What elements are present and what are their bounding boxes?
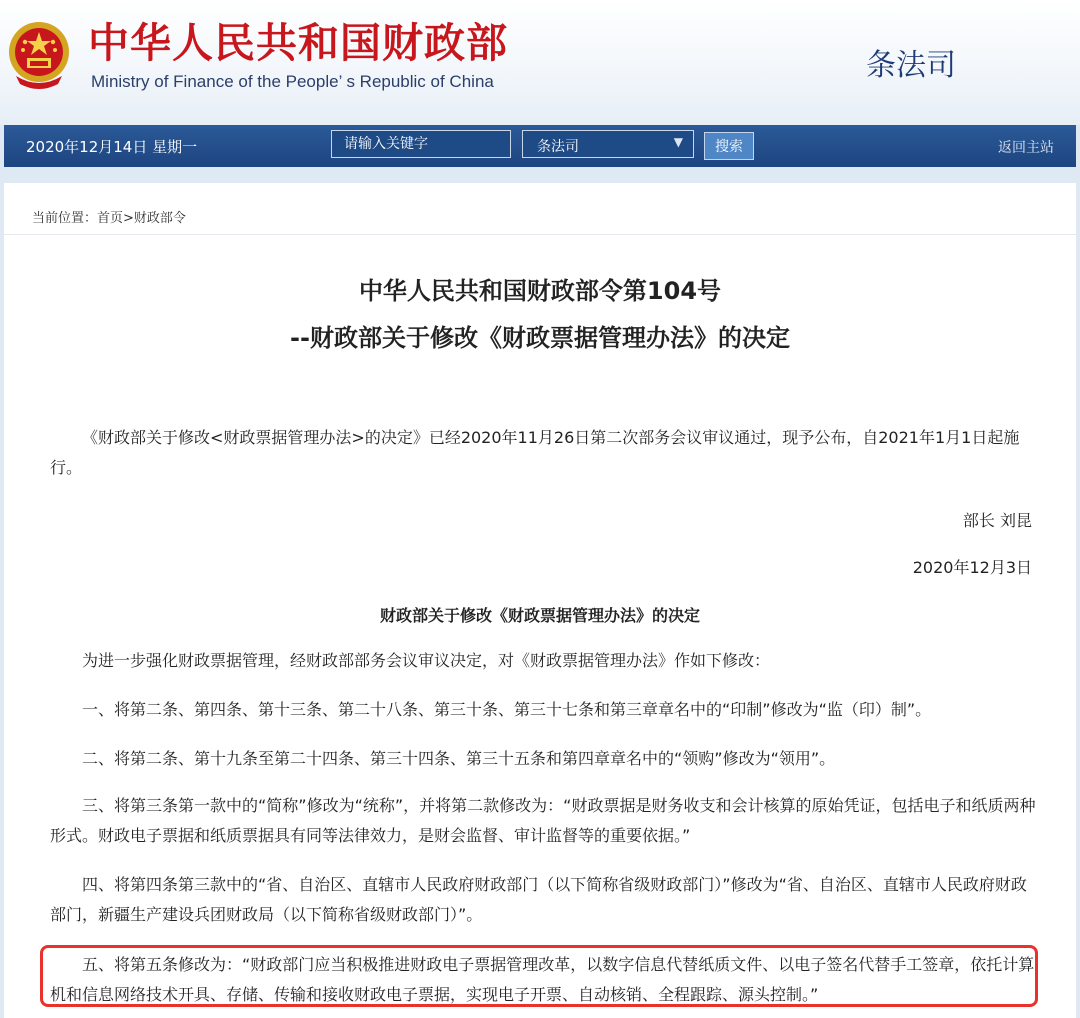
intro-paragraph: 《财政部关于修改<财政票据管理办法>的决定》已经2020年11月26日第二次部务会议审议通过，现予公布，自2021年1月1日起施行。 xyxy=(50,428,1020,477)
nav-bar xyxy=(4,125,1076,167)
amendment-item: 三、将第三条第一款中的“简称”修改为“统称”，并将第二款修改为：“财政票据是财务收支和会计核算的原始凭证，包括电子和纸质两种形式。财政电子票据和纸质票据具有同等法律效力，是财会监督、审计监督等的重要依据。” xyxy=(50,796,1036,845)
department-name: 条法司 xyxy=(866,48,956,83)
home-link[interactable]: 返回主站 xyxy=(998,140,1054,156)
amendment-item-highlighted: 五、将第五条修改为：“财政部门应当积极推进财政电子票据管理改革，以数字信息代替纸质文件、以电子签名代替手工签章，依托计算机和信息网络技术开具、存储、传输和接收财政电子票据，实现电子开票、自动核销、全程跟踪、源头控制。” xyxy=(50,955,1035,1004)
amendment-item: 一、将第二条、第四条、第十三条、第二十八条、第三十条、第三十七条和第三章章名中的“印制”修改为“监（印）制”。 xyxy=(82,700,932,719)
search-button[interactable]: 搜索 xyxy=(704,132,754,160)
department-select[interactable] xyxy=(522,130,694,158)
amendment-item: 四、将第四条第三款中的“省、自治区、直辖市人民政府财政部门（以下简称省级财政部门）”修改为“省、自治区、直辖市人民政府财政部门，新疆生产建设兵团财政局（以下简称省级财政部门）”。 xyxy=(50,875,1027,924)
content-panel xyxy=(4,183,1076,1018)
search-input[interactable] xyxy=(331,130,511,158)
department-select-value: 条法司 xyxy=(537,139,579,155)
amendment-item: 二、将第二条、第十九条至第二十四条、第三十四条、第三十五条和第四章章名中的“领购”修改为“领用”。 xyxy=(82,749,836,768)
sign-date: 2020年12月3日 xyxy=(912,558,1032,577)
section-title: 财政部关于修改《财政票据管理办法》的决定 xyxy=(379,606,700,625)
site-header xyxy=(0,0,1080,125)
breadcrumb-divider xyxy=(4,234,1076,235)
document-title: 中华人民共和国财政部令第104号 xyxy=(358,277,722,305)
current-date: 2020年12月14日 星期一 xyxy=(26,138,198,156)
highlight-box xyxy=(40,945,1038,1007)
site-title: 中华人民共和国财政部 xyxy=(88,19,508,67)
breadcrumb: 当前位置：首页>财政部令 xyxy=(32,211,186,226)
signature: 部长 刘昆 xyxy=(962,511,1032,530)
site-subtitle: Ministry of Finance of the People’ s Republic of China xyxy=(91,72,494,91)
national-emblem-icon xyxy=(6,18,72,90)
document-subtitle: --财政部关于修改《财政票据管理办法》的决定 xyxy=(290,324,790,352)
chevron-down-icon: ▼ xyxy=(673,135,683,149)
preface-paragraph: 为进一步强化财政票据管理，经财政部部务会议审议决定，对《财政票据管理办法》作如下修改： xyxy=(82,651,771,670)
